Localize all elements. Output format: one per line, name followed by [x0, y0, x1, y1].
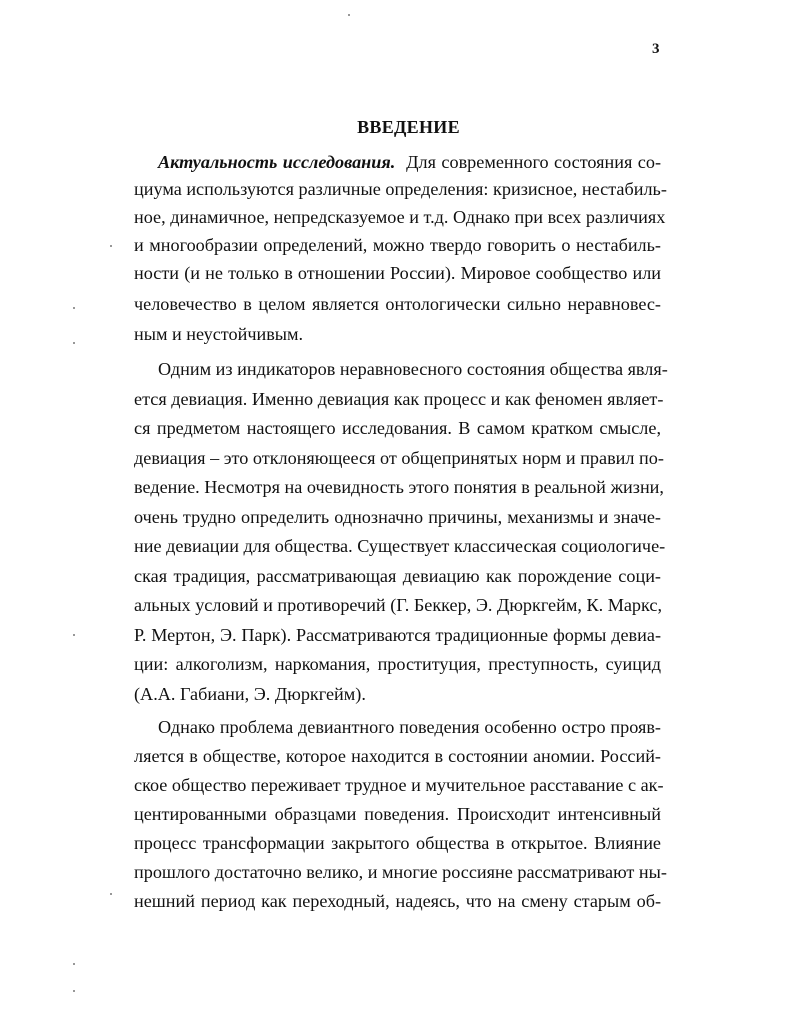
scan-speck [73, 342, 75, 344]
text-line: циума используются различные определения: кризисное, нестабиль- [134, 179, 667, 199]
text-line: ется девиация. Именно девиация как процесс и как феномен являет- [134, 389, 664, 409]
page-number: 3 [652, 41, 660, 57]
text-line: ности (и не только в отношении России). Мировое сообщество или [134, 263, 661, 283]
scan-speck [73, 634, 75, 636]
text-line: ние девиации для общества. Существует классическая социологиче- [134, 536, 666, 556]
scan-speck [73, 307, 75, 309]
scan-speck [73, 963, 75, 965]
scan-speck [110, 893, 112, 895]
text-line: Однако проблема девиантного поведения особенно остро прояв- [158, 717, 661, 737]
text-line: девиация – это отклоняющееся от общепринятых норм и правил по- [134, 448, 664, 468]
text-line: человечество в целом является онтологически сильно неравновес- [134, 294, 661, 314]
text-line: ляется в обществе, которое находится в состоянии аномии. Россий- [134, 746, 661, 766]
text-line: центированными образцами поведения. Происходит интенсивный [134, 804, 661, 824]
text-line: ся предметом настоящего исследования. В самом кратком смысле, [134, 418, 661, 438]
text-line: очень трудно определить однозначно причины, механизмы и значе- [134, 507, 661, 527]
text-line: (А.А. Габиани, Э. Дюркгейм). [134, 684, 366, 704]
text-line: альных условий и противоречий (Г. Беккер, Э. Дюркгейм, К. Маркс, [134, 595, 663, 615]
text-line: Р. Мертон, Э. Парк). Рассматриваются традиционные формы девиа- [134, 625, 661, 645]
text-line: ведение. Несмотря на очевидность этого понятия в реальной жизни, [134, 477, 664, 497]
text-line: ское общество переживает трудное и мучительное расставание с ак- [134, 775, 664, 795]
text-line: нешний период как переходный, надеясь, что на смену старым об- [134, 891, 661, 911]
text-line: Одним из индикаторов неравновесного состояния общества явля- [158, 359, 668, 379]
text-line: ным и неустойчивым. [134, 324, 304, 344]
scan-speck [348, 14, 350, 16]
scan-speck [110, 245, 112, 247]
text-line: ное, динамичное, непредсказуемое и т.д. Однако при всех различиях [134, 207, 666, 227]
section-title: ВВЕДЕНИЕ [357, 117, 460, 137]
text-line: процесс трансформации закрытого общества в открытое. Влияние [134, 833, 661, 853]
text-line: прошлого достаточно велико, и многие россияне рассматривают ны- [134, 862, 667, 882]
text-line [158, 150, 661, 174]
text-line: и многообразии определений, можно твердо говорить о нестабиль- [134, 235, 661, 255]
line-text: Для современного состояния со- [406, 152, 661, 172]
text-line: ции: алкоголизм, наркомания, проституция, преступность, суицид [134, 654, 661, 674]
text-line: ская традиция, рассматривающая девиацию как порождение соци- [134, 566, 661, 586]
lead-in-heading: Актуальность исследования. [158, 152, 396, 172]
scan-speck [73, 990, 75, 992]
